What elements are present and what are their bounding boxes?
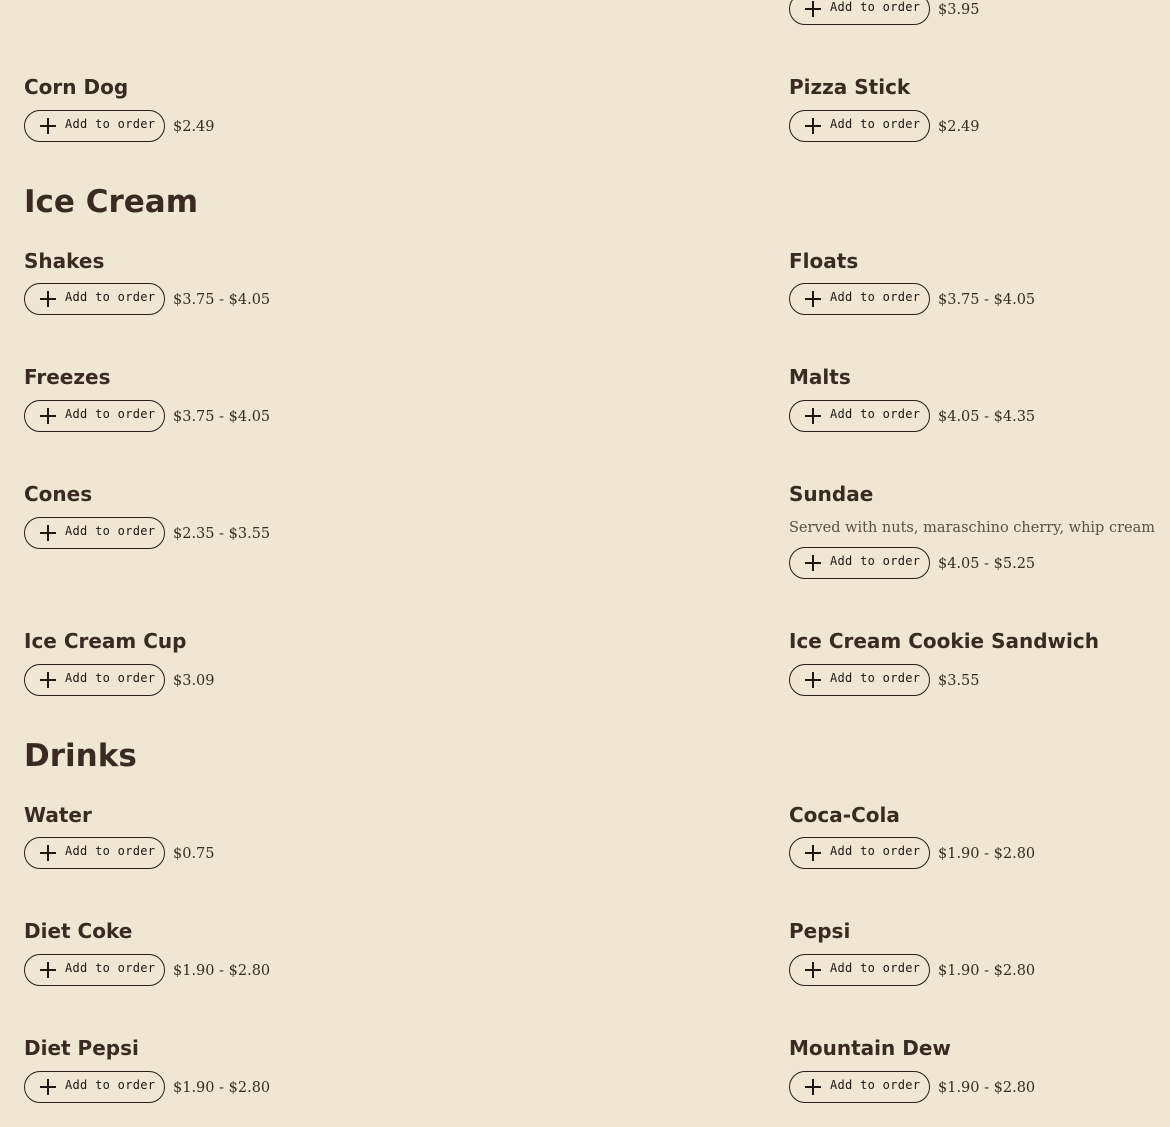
plus-icon — [40, 962, 56, 978]
item-price: $0.75 — [173, 846, 215, 862]
item-price: $3.75 - $4.05 — [938, 292, 1036, 308]
item-price: $1.90 - $2.80 — [938, 963, 1036, 979]
item-name: Pizza Stick — [789, 75, 911, 99]
add-to-order-button[interactable] — [789, 547, 930, 579]
add-to-order-button[interactable] — [789, 0, 930, 25]
plus-icon — [40, 408, 56, 424]
add-to-order-label: Add to order — [65, 117, 156, 131]
add-to-order-label: Add to order — [65, 844, 156, 858]
add-to-order-button[interactable] — [24, 400, 165, 432]
add-to-order-button[interactable] — [24, 664, 165, 696]
item-price: $1.90 - $2.80 — [938, 846, 1036, 862]
menu-item-order-row — [789, 664, 980, 696]
item-price: $2.35 - $3.55 — [173, 526, 271, 542]
item-price: $1.90 - $2.80 — [173, 1080, 271, 1096]
add-to-order-button[interactable] — [789, 1071, 930, 1103]
add-to-order-label: Add to order — [830, 671, 921, 685]
plus-icon — [805, 291, 821, 307]
plus-icon — [805, 845, 821, 861]
item-price: $4.05 - $5.25 — [938, 556, 1036, 572]
plus-icon — [805, 1079, 821, 1095]
item-name: Floats — [789, 249, 859, 273]
plus-icon — [805, 672, 821, 688]
menu-item-order-row — [24, 954, 270, 986]
item-price: $3.55 — [938, 673, 980, 689]
menu-item-order-row — [24, 517, 270, 549]
menu-item-order-row — [24, 283, 270, 315]
item-name: Water — [24, 803, 92, 827]
add-to-order-button[interactable] — [24, 517, 165, 549]
add-to-order-label: Add to order — [65, 524, 156, 538]
menu-item-order-row — [24, 837, 215, 869]
item-name: Pepsi — [789, 919, 851, 943]
add-to-order-label: Add to order — [65, 290, 156, 304]
add-to-order-label: Add to order — [65, 961, 156, 975]
item-name: Shakes — [24, 249, 105, 273]
item-price: $2.49 — [938, 119, 980, 135]
add-to-order-label: Add to order — [830, 961, 921, 975]
item-price: $3.95 — [938, 2, 980, 18]
add-to-order-button[interactable] — [24, 283, 165, 315]
item-name: Sundae — [789, 482, 874, 506]
add-to-order-button[interactable] — [789, 954, 930, 986]
plus-icon — [40, 672, 56, 688]
plus-icon — [805, 118, 821, 134]
add-to-order-label: Add to order — [830, 407, 921, 421]
add-to-order-label: Add to order — [830, 554, 921, 568]
item-name: Corn Dog — [24, 75, 129, 99]
section-title-drinks: Drinks — [24, 738, 137, 774]
item-name: Coca-Cola — [789, 803, 900, 827]
add-to-order-label: Add to order — [830, 0, 921, 14]
item-price: $3.75 - $4.05 — [173, 409, 271, 425]
item-name: Freezes — [24, 365, 111, 389]
item-price: $1.90 - $2.80 — [173, 963, 271, 979]
add-to-order-button[interactable] — [24, 954, 165, 986]
item-price: $3.75 - $4.05 — [173, 292, 271, 308]
plus-icon — [805, 555, 821, 571]
menu-item-order-row — [789, 954, 1035, 986]
menu-item-order-row — [24, 400, 270, 432]
item-price: $4.05 - $4.35 — [938, 409, 1036, 425]
menu-item-order-row — [789, 837, 1035, 869]
plus-icon — [805, 408, 821, 424]
item-price: $3.09 — [173, 673, 215, 689]
plus-icon — [805, 962, 821, 978]
item-description: Served with nuts, maraschino cherry, whip cream — [789, 520, 1155, 536]
add-to-order-label: Add to order — [830, 117, 921, 131]
menu-item-order-row — [789, 110, 980, 142]
item-name: Ice Cream Cookie Sandwich — [789, 629, 1099, 653]
add-to-order-button[interactable] — [789, 110, 930, 142]
add-to-order-label: Add to order — [65, 407, 156, 421]
plus-icon — [40, 1079, 56, 1095]
plus-icon — [40, 291, 56, 307]
add-to-order-button[interactable] — [789, 400, 930, 432]
item-price: $1.90 - $2.80 — [938, 1080, 1036, 1096]
item-name: Malts — [789, 365, 851, 389]
menu-item-order-row — [789, 0, 980, 25]
menu-item-order-row — [24, 664, 215, 696]
item-price: $2.49 — [173, 119, 215, 135]
menu-item-order-row — [789, 283, 1035, 315]
menu-item-order-row — [24, 1071, 270, 1103]
plus-icon — [40, 118, 56, 134]
add-to-order-button[interactable] — [24, 837, 165, 869]
add-to-order-button[interactable] — [789, 664, 930, 696]
menu-item-order-row — [789, 1071, 1035, 1103]
plus-icon — [805, 1, 821, 17]
add-to-order-label: Add to order — [830, 844, 921, 858]
add-to-order-button[interactable] — [789, 837, 930, 869]
item-name: Diet Pepsi — [24, 1036, 139, 1060]
item-name: Diet Coke — [24, 919, 133, 943]
add-to-order-label: Add to order — [65, 671, 156, 685]
menu-item-order-row — [24, 110, 215, 142]
add-to-order-label: Add to order — [830, 290, 921, 304]
add-to-order-label: Add to order — [65, 1078, 156, 1092]
menu-item-order-row — [789, 400, 1035, 432]
item-name: Mountain Dew — [789, 1036, 951, 1060]
plus-icon — [40, 525, 56, 541]
item-name: Ice Cream Cup — [24, 629, 187, 653]
add-to-order-button[interactable] — [789, 283, 930, 315]
item-name: Cones — [24, 482, 93, 506]
menu-item-order-row — [789, 547, 1035, 579]
plus-icon — [40, 845, 56, 861]
section-title-ice-cream: Ice Cream — [24, 184, 199, 220]
add-to-order-button[interactable] — [24, 110, 165, 142]
add-to-order-button[interactable] — [24, 1071, 165, 1103]
add-to-order-label: Add to order — [830, 1078, 921, 1092]
